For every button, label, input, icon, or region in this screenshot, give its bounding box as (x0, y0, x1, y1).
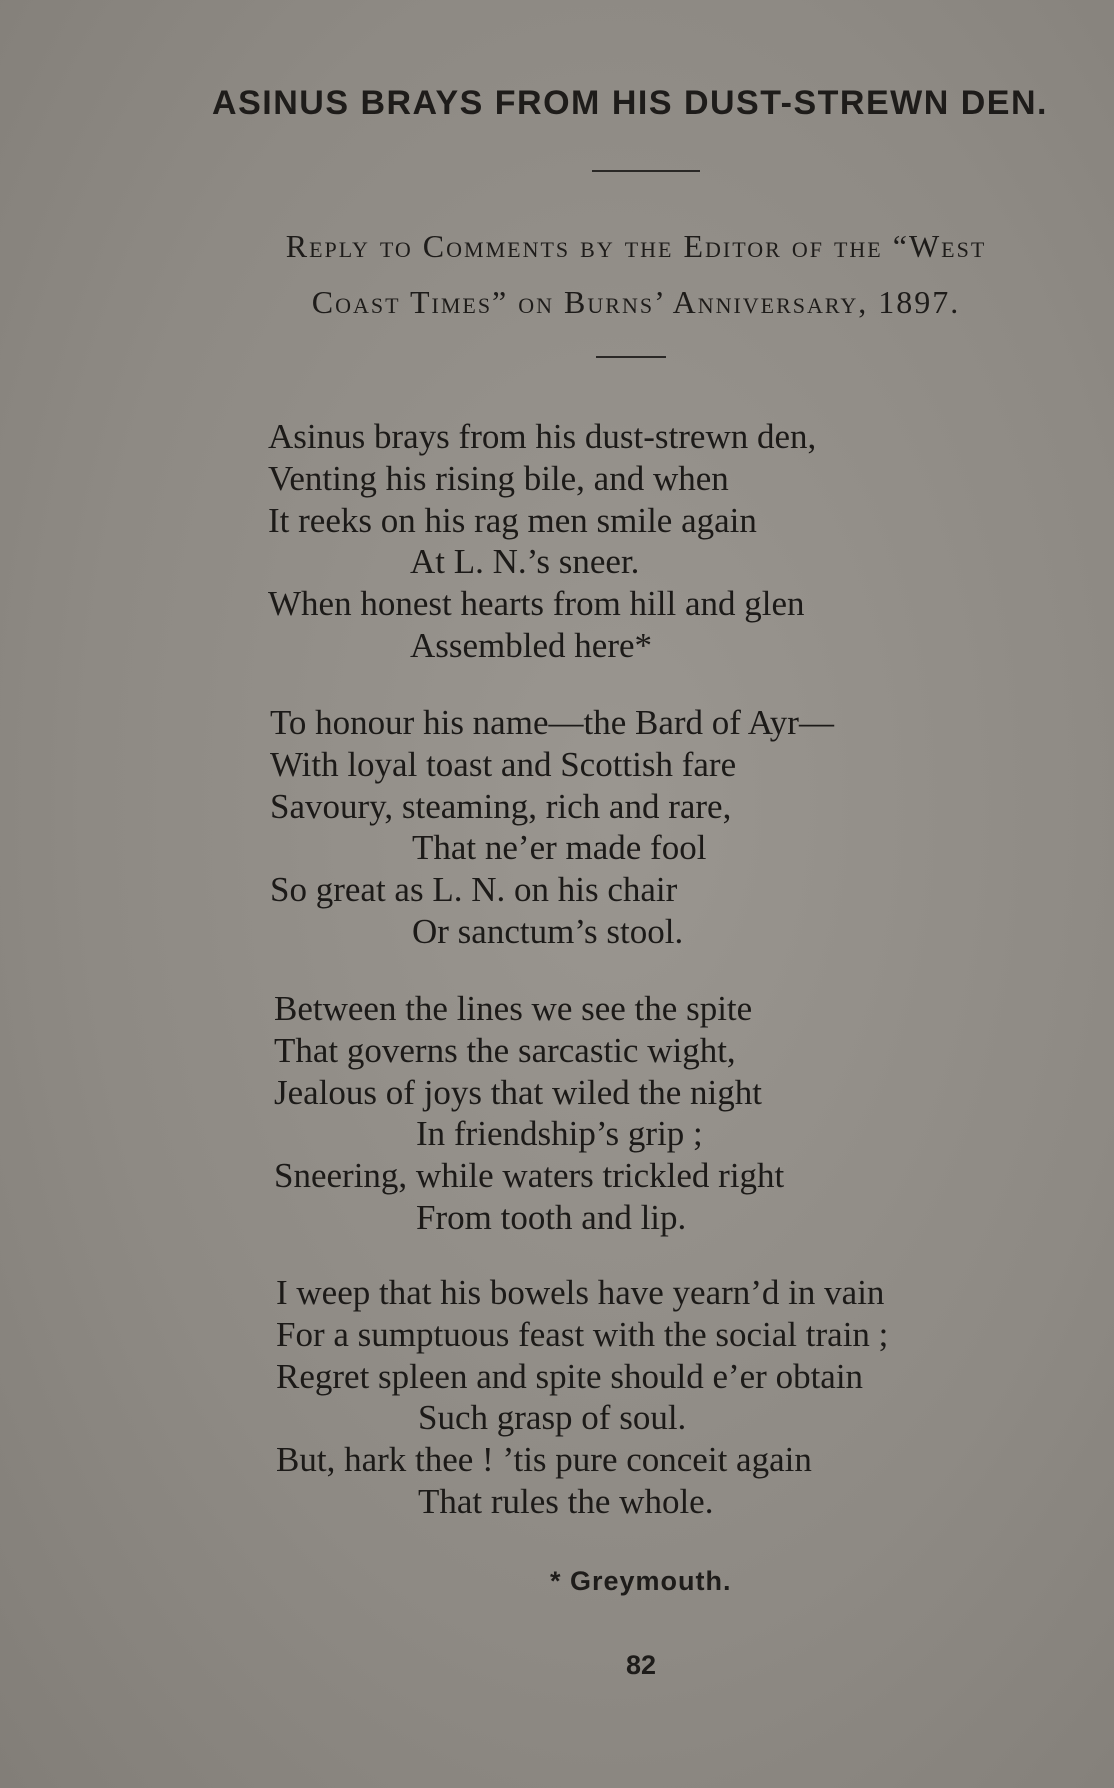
poem-line: At L. N.’s sneer. (410, 542, 640, 582)
poem-line: That rules the whole. (418, 1481, 714, 1521)
page-title: ASINUS BRAYS FROM HIS DUST-STREWN DEN. (212, 84, 1048, 122)
subtitle-line-2: Coast Times” on Burns’ Anniversary, 1897. (311, 284, 961, 320)
poem-line: With loyal toast and Scottish fare (270, 744, 737, 784)
poem-line: So great as L. N. on his chair (270, 870, 678, 910)
poem-line: When honest hearts from hill and glen (268, 584, 805, 624)
poem-line: Or sanctum’s stool. (412, 911, 684, 951)
poem-line: That governs the sarcastic wight, (274, 1030, 736, 1070)
poem-line: Sneering, while waters trickled right (274, 1156, 785, 1196)
page-number: 82 (626, 1650, 657, 1680)
poem-line: To honour his name—the Bard of Ayr— (270, 703, 834, 742)
poem-line: Such grasp of soul. (418, 1398, 687, 1438)
stanza-1 (268, 416, 1028, 667)
poem-line: For a sumptuous feast with the social train ; (276, 1314, 889, 1354)
subtitle-line-1: Reply to Comments by the Editor of the “West (285, 228, 987, 264)
title-divider (592, 170, 700, 172)
poem-line: In friendship’s grip ; (416, 1114, 703, 1154)
stanza-4 (276, 1272, 1036, 1523)
poem-line: From tooth and lip. (416, 1197, 687, 1237)
poem-line: Venting his rising bile, and when (268, 458, 729, 498)
poem-line: It reeks on his rag men smile again (268, 500, 757, 540)
stanza-3 (274, 988, 1034, 1239)
footnote: * Greymouth. (550, 1566, 732, 1596)
subtitle (196, 218, 1076, 330)
poem-line: Regret spleen and spite should e’er obtain (276, 1356, 864, 1396)
poem-line: I weep that his bowels have yearn’d in vain (276, 1273, 885, 1312)
poem-line: Savoury, steaming, rich and rare, (270, 786, 732, 826)
stanza-2 (270, 702, 1030, 953)
subtitle-divider (596, 356, 666, 358)
poem-line: Jealous of joys that wiled the night (274, 1072, 762, 1112)
poem-line: But, hark thee ! ’tis pure conceit again (276, 1440, 812, 1480)
poem-line: That ne’er made fool (412, 828, 707, 868)
poem-line: Assembled here* (410, 625, 653, 665)
poem-line: Asinus brays from his dust-strewn den, (268, 417, 817, 456)
poem-line: Between the lines we see the spite (274, 989, 753, 1028)
